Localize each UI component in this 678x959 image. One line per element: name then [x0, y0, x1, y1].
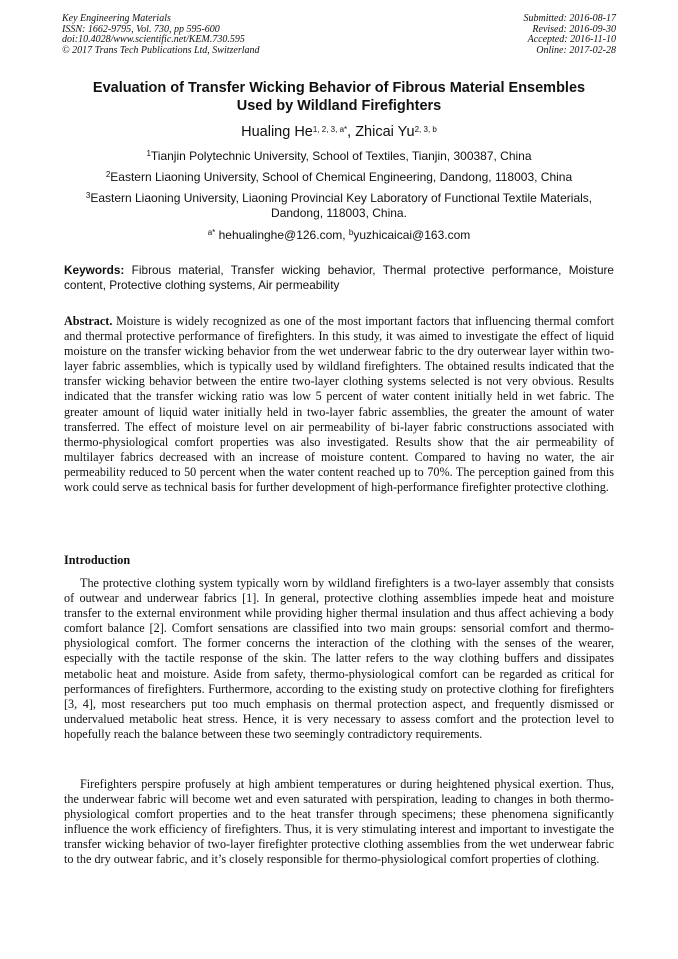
author-2-affil: 2, 3, b: [414, 125, 437, 134]
title-line-1: Evaluation of Transfer Wicking Behavior of Fibrous Material Ensembles: [92, 80, 586, 96]
keywords-label: Keywords:: [64, 263, 125, 277]
journal-name: Key Engineering Materials: [62, 13, 171, 24]
doi-line: doi:10.4028/www.scientific.net/KEM.730.595: [62, 34, 245, 46]
author-1-name: Hualing He: [241, 124, 313, 140]
revised-date: Revised: 2016-09-30: [532, 23, 616, 35]
email-a-mark: a*: [207, 228, 216, 237]
author-list: [0, 123, 678, 141]
email-b[interactable]: yuzhicaicai@163.com: [353, 228, 471, 242]
affiliation-3-mark: 3: [85, 191, 91, 200]
affiliation-1-mark: 1: [146, 149, 151, 158]
journal-info: [62, 14, 260, 56]
accepted-date: Accepted: 2016-11-10: [527, 34, 616, 46]
affiliation-2-mark: 2: [105, 170, 111, 179]
affiliation-3: [50, 191, 628, 221]
paper-title: [50, 79, 628, 115]
author-2-name: Zhicai Yu: [355, 124, 415, 140]
author-emails: [50, 228, 628, 243]
issn-line: ISSN: 1662-9795, Vol. 730, pp 595-600: [62, 23, 220, 35]
affiliation-1-text: Tianjin Polytechnic University, School of Textiles, Tianjin, 300387, China: [150, 149, 532, 163]
introduction-paragraph-1: The protective clothing system typically worn by wildland firefighters is a two-layer assembly that consists of outwear and underwear fabrics [1]. In general, protective clothing assemblies impede heat and moisture transfer to the external environment while providing higher thermal insulation and thus affect achieving a body comfort balance [2]. Comfort sensations are classified into two main groups: sensorial comfort and thermo-physiological comfort. The former concerns the interaction of the clothing with the senses of the wearer, especially with the tactile response of the skin. The latter refers to the way clothing buffers and dissipates metabolic heat and moisture. Aside from safety, thermo-physiological comfort can be regarded as critical for performances of firefighters. Furthermore, according to the existing study on protective clothing for firefighters [3, 4], most researchers put too much emphasis on thermal protection aspect, and frequently dismissed or undervalued metabolic heat stress. Hence, it is very necessary to assess comfort and the protection level to hopefully reach the balance between these two seemingly contradictory requirements.: [64, 576, 614, 741]
keywords-text: Fibrous material, Transfer wicking behavior, Thermal protective performance, Moisture content, Protective clothing systems, Air permeability: [64, 263, 614, 292]
affiliation-3-line-2: Dandong, 118003, China.: [271, 206, 407, 220]
affiliation-3-line-1: Eastern Liaoning University, Liaoning Provincial Key Laboratory of Functional Textile Materials,: [90, 191, 593, 205]
section-heading-introduction: Introduction: [64, 553, 131, 567]
submitted-date: Submitted: 2016-08-17: [523, 13, 616, 24]
abstract-label: Abstract.: [64, 314, 113, 328]
email-a[interactable]: hehualinghe@126.com,: [215, 228, 349, 242]
keywords: [64, 263, 614, 293]
author-separator: ,: [347, 124, 356, 140]
publication-dates: [524, 14, 617, 56]
email-b-mark: b: [348, 228, 354, 237]
introduction-paragraph-2: Firefighters perspire profusely at high ambient temperatures or during heightened physical exertion. Thus, the underwear fabric will become wet and even saturated with perspiration, leading to changes in both thermo-physiological comfort properties and to the heat transfer through specimens; these phenomena significantly influence the work efficiency of firefighters. Thus, it is very stimulating interest and important to investigate the transfer wicking behavior of two-layer firefighter protective clothing assemblies from the wet underwear fabric to the dry outwear fabric, and it’s closely responsible for thermo-physiological comfort properties of clothing.: [64, 777, 614, 867]
online-date: Online: 2017-02-28: [536, 44, 616, 56]
affiliation-1: [50, 149, 628, 164]
title-line-2: Used by Wildland Firefighters: [236, 98, 442, 114]
affiliation-2: [50, 170, 628, 185]
abstract-text: Moisture is widely recognized as one of the most important factors that influencing thermal comfort and thermal protective performance of firefighters. In this study, it was aimed to investigate the effect of liquid moisture on the transfer wicking behavior from the wet underwear fabric to the dry outerwear layer within two-layer fabric assemblies, which is typically used by wildland firefighters. The obtained results indicated that the transfer wicking behavior between the entire two-layer clothing systems selected is not very obvious. Results indicated that the transfer wicking ratio was low 5 percent of water content initially held in wet fabric. The greater amount of liquid water initially held in two-layer fabric assemblies, the greater the amount of water transferred. The effect of moisture level on air permeability of bi-layer fabric constructions associated with thermo-physiological comfort properties was also investigated. Results show that the air permeability of multilayer fabrics decreased with an increase of moisture content. Compared to having no water, the air permeability reduced to 50 percent when the water content reached up to 70%. The perception gained from this work could serve as technical basis for further development of high-performance firefighter protective clothing.: [64, 314, 614, 495]
affiliation-2-text: Eastern Liaoning University, School of Chemical Engineering, Dandong, 118003, China: [110, 170, 573, 184]
author-1-affil: 1, 2, 3, a*: [312, 125, 348, 134]
abstract: [64, 314, 614, 495]
copyright-line: © 2017 Trans Tech Publications Ltd, Switzerland: [62, 44, 260, 56]
